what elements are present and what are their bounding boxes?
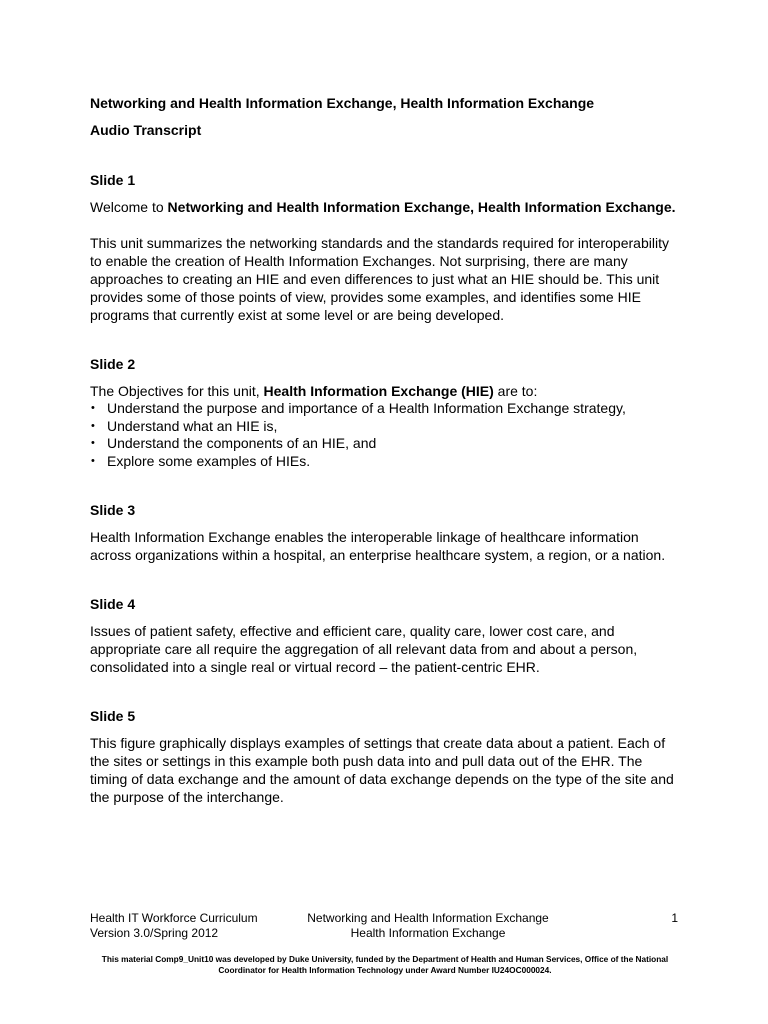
funding-disclaimer: This material Comp9_Unit10 was developed by Duke University, funded by the Department of Health and Human Services, Office of the National Coordinator for Health Information Technology under Award Number IU24OC000024. xyxy=(101,954,669,975)
objectives-list xyxy=(90,400,680,470)
intro-prefix: Welcome to xyxy=(90,199,168,215)
slide-paragraph: Issues of patient safety, effective and efficient care, quality care, lower cost care, and appropriate care all require the aggregation of all relevant data from and about a person, consolidated into a single real or virtual record – the patient-centric EHR. xyxy=(90,623,638,675)
intro-bold: Networking and Health Information Exchange, Health Information Exchange. xyxy=(167,199,676,215)
footer-unit xyxy=(278,911,578,941)
footer-curriculum xyxy=(90,911,300,941)
document-body xyxy=(90,94,680,806)
list-item: • Understand what an HIE is, xyxy=(90,418,680,436)
intro-prefix: The Objectives for this unit, xyxy=(90,383,264,399)
document-title: Networking and Health Information Exchange, Health Information Exchange xyxy=(90,95,595,111)
footer-component-name: Networking and Health Information Exchange xyxy=(307,911,549,925)
slide-paragraph: Health Information Exchange enables the interoperable linkage of healthcare information across organizations within a hospital, an enterprise healthcare system, a region, or a nation. xyxy=(90,529,666,563)
slide-section-4 xyxy=(90,595,680,676)
page-footer xyxy=(90,911,680,943)
page-number: 1 xyxy=(671,911,678,925)
intro-bold: Health Information Exchange (HIE) xyxy=(263,383,494,399)
intro-suffix: are to: xyxy=(493,383,538,399)
slide-intro xyxy=(90,382,680,400)
footer-version: Version 3.0/Spring 2012 xyxy=(90,926,219,940)
slide-heading: Slide 5 xyxy=(90,708,136,724)
slide-section-2 xyxy=(90,355,680,470)
slide-section-3 xyxy=(90,501,680,564)
slide-heading: Slide 2 xyxy=(90,356,136,372)
list-item: • Understand the components of an HIE, and xyxy=(90,435,680,453)
list-item: • Explore some examples of HIEs. xyxy=(90,453,680,471)
footer-unit-name: Health Information Exchange xyxy=(350,926,506,940)
slide-heading: Slide 1 xyxy=(90,172,136,188)
list-item: • Understand the purpose and importance of a Health Information Exchange strategy, xyxy=(90,400,680,418)
slide-heading: Slide 3 xyxy=(90,502,136,518)
slide-paragraph: This unit summarizes the networking standards and the standards required for interoperability to enable the creation of Health Information Exchanges. Not surprising, there are many approaches to creating an HIE and even differences to just what an HIE should be. This unit provides some of those points of view, provides some examples, and identifies some HIE programs that currently exist at some level or are being developed. xyxy=(90,235,669,323)
document-subtitle: Audio Transcript xyxy=(90,122,202,138)
slide-section-1 xyxy=(90,171,680,324)
footer-curriculum-name: Health IT Workforce Curriculum xyxy=(90,911,258,925)
slide-section-5 xyxy=(90,707,680,806)
slide-heading: Slide 4 xyxy=(90,596,136,612)
slide-paragraph: This figure graphically displays examples of settings that create data about a patient. Each of the sites or settings in this example both push data into and pull data out of the EHR. The timing of data exchange and the amount of data exchange depends on the type of the site and the purpose of the interchange. xyxy=(90,735,674,805)
slide-intro xyxy=(90,198,680,216)
